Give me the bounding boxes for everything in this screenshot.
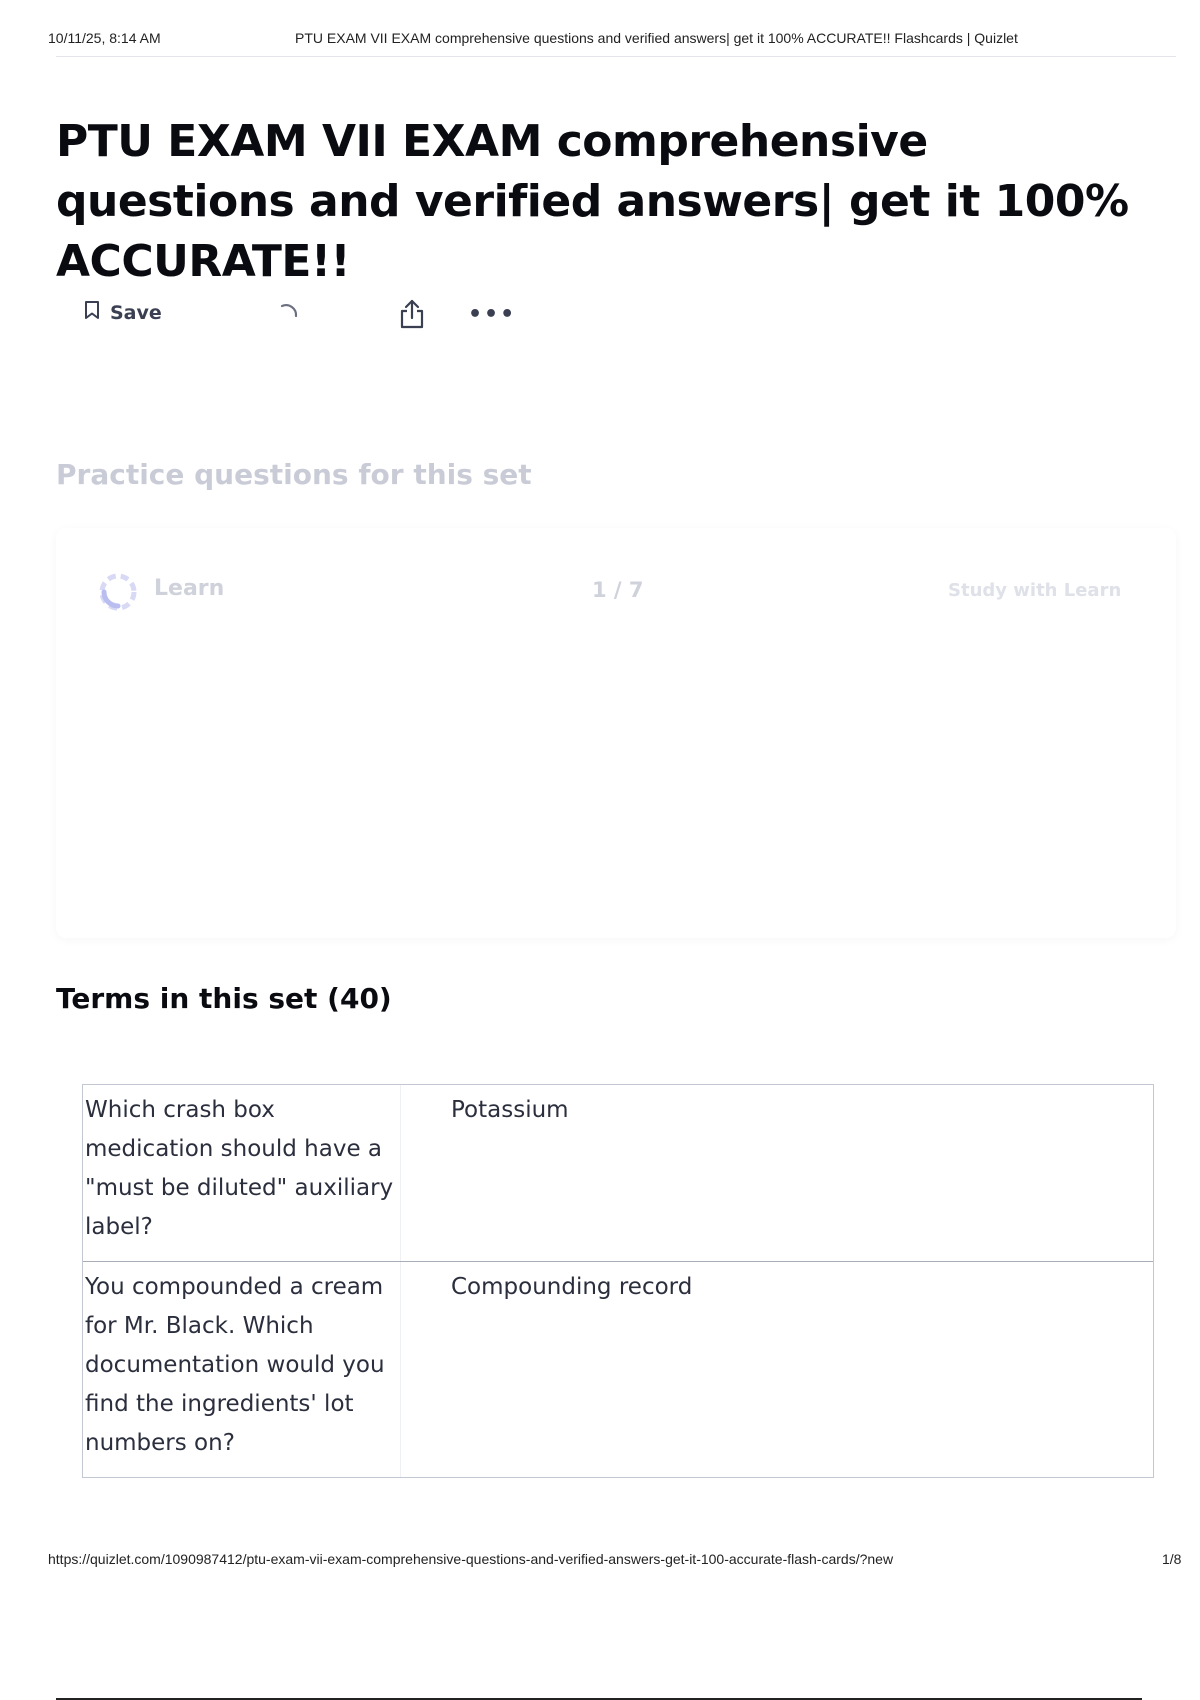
save-label: Save: [110, 301, 162, 324]
more-options-button[interactable]: [468, 302, 516, 327]
definition-text: Potassium: [451, 1097, 569, 1123]
save-button[interactable]: [84, 300, 162, 325]
terms-table: [82, 1084, 1154, 1478]
term-row: [83, 1085, 1153, 1261]
header-divider: [56, 56, 1176, 57]
definition-text: Compounding record: [451, 1274, 693, 1300]
practice-heading: Practice questions for this set: [56, 458, 532, 491]
print-url: https://quizlet.com/1090987412/ptu-exam-vii-exam-comprehensive-questions-and-verified-answers-get-it-100-accurate-flash-cards/?new: [48, 1551, 894, 1567]
term-text: Which crash box medication should have a "must be diluted" auxiliary label?: [83, 1085, 401, 1261]
term-text: You compounded a cream for Mr. Black. Which documentation would you find the ingredients' lot numbers on?: [83, 1262, 401, 1477]
learn-mode-label: Learn: [154, 576, 225, 601]
practice-progress: 1 / 7: [592, 578, 644, 602]
set-title: PTU EXAM VII EXAM comprehensive questions and verified answers| get it 100% ACCURATE!!: [56, 116, 1129, 287]
share-icon: [398, 317, 426, 334]
terms-heading: Terms in this set (40): [56, 982, 392, 1015]
print-datetime: 10/11/25, 8:14 AM: [48, 30, 161, 46]
bookmark-icon: [84, 300, 100, 325]
term-row: [83, 1261, 1153, 1477]
more-icon: •••: [468, 302, 517, 327]
share-button[interactable]: [398, 298, 426, 335]
print-page-number: 1/8: [1162, 1551, 1182, 1567]
print-page-title: PTU EXAM VII EXAM comprehensive questions and verified answers| get it 100% ACCURATE!! Flashcards | Quizlet: [295, 30, 1018, 46]
study-with-learn-link[interactable]: Study with Learn: [948, 580, 1122, 601]
spinner-icon: [276, 302, 300, 331]
learn-mode-icon: [96, 570, 140, 619]
